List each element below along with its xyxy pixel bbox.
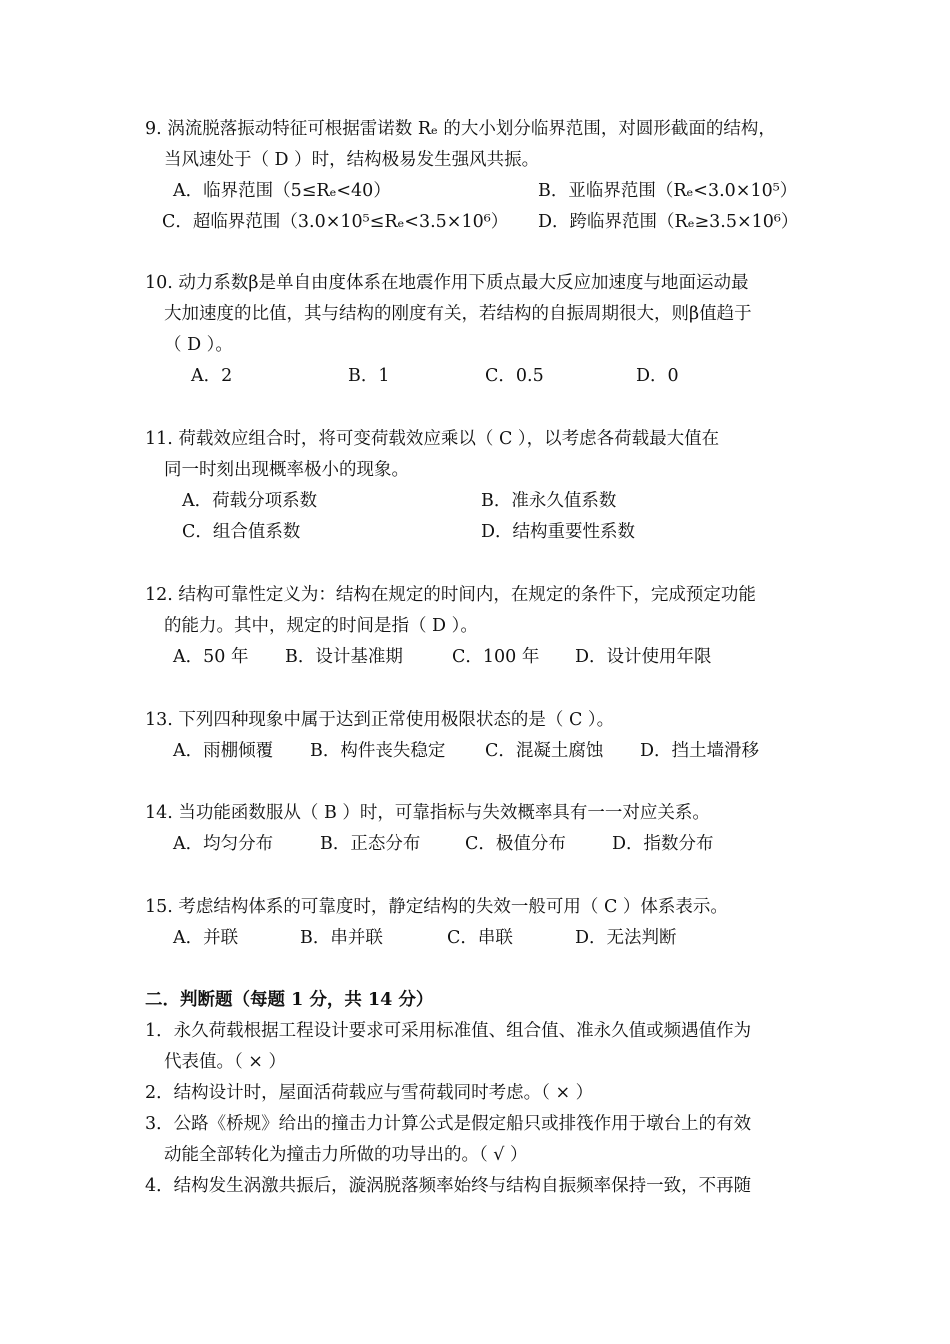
q11-options-row1 (145, 486, 825, 517)
q10-options (145, 361, 825, 392)
q13-option-d: D．挡土墙滑移 (640, 741, 760, 761)
q9-line2: 当风速处于（ D ）时，结构极易发生强风共振。 (164, 150, 540, 170)
q15-line1: 15. 考虑结构体系的可靠度时，静定结构的失效一般可用（ C ）体系表示。 (145, 897, 728, 917)
question-14 (145, 798, 825, 860)
q12-options (145, 642, 825, 673)
question-10 (145, 268, 825, 392)
judge-4-line1: 4．结构发生涡激共振后，漩涡脱落频率始终与结构自振频率保持一致，不再随 (145, 1176, 752, 1196)
q9-option-a: A．临界范围（5≤Rₑ<40） (173, 181, 391, 201)
q13-line1: 13. 下列四种现象中属于达到正常使用极限状态的是（ C ）。 (145, 710, 615, 730)
section-heading: 二．判断题（每题 1 分，共 14 分） (145, 990, 434, 1010)
q10-line2: 大加速度的比值，其与结构的刚度有关，若结构的自振周期很大，则β值趋于 (164, 304, 752, 324)
q11-option-d: D．结构重要性系数 (481, 522, 636, 542)
q11-options-row2 (145, 517, 825, 548)
q9-options-row2 (145, 207, 825, 238)
q12-line1: 12. 结构可靠性定义为：结构在规定的时间内，在规定的条件下，完成预定功能 (145, 585, 756, 605)
q12-option-c: C．100 年 (452, 647, 540, 667)
q14-option-a: A．均匀分布 (173, 834, 274, 854)
q10-line1: 10. 动力系数β是单自由度体系在地震作用下质点最大反应加速度与地面运动最 (145, 273, 749, 293)
question-15 (145, 892, 825, 954)
q11-line2: 同一时刻出现概率极小的现象。 (164, 460, 409, 480)
question-12 (145, 580, 825, 673)
q14-option-c: C．极值分布 (465, 834, 566, 854)
q14-option-b: B．正态分布 (320, 834, 421, 854)
q11-option-b: B．准永久值系数 (481, 491, 617, 511)
q9-line1: 9. 涡流脱落振动特征可根据雷诺数 Rₑ 的大小划分临界范围，对圆形截面的结构， (145, 119, 776, 139)
q10-option-a: A．2 (191, 366, 233, 386)
q15-option-d: D．无法判断 (575, 928, 677, 948)
q12-option-a: A．50 年 (173, 647, 249, 667)
q10-option-c: C．0.5 (485, 366, 544, 386)
q10-line3: （ D ）。 (164, 335, 233, 355)
q13-option-a: A．雨棚倾覆 (173, 741, 274, 761)
question-9 (145, 114, 825, 238)
q9-option-d: D．跨临界范围（Rₑ≥3.5×10⁶） (538, 212, 799, 232)
q10-option-b: B．1 (348, 366, 390, 386)
q12-line2: 的能力。其中，规定的时间是指（ D ）。 (164, 616, 478, 636)
question-11 (145, 424, 825, 548)
judge-2-line1: 2．结构设计时，屋面活荷载应与雪荷载同时考虑。（ × ） (145, 1083, 594, 1103)
q10-option-d: D．0 (636, 366, 679, 386)
q14-line1: 14. 当功能函数服从（ B ）时，可靠指标与失效概率具有一一对应关系。 (145, 803, 710, 823)
q12-option-b: B．设计基准期 (285, 647, 403, 667)
judge-1-line2: 代表值。（ × ） (164, 1052, 287, 1072)
q12-option-d: D．设计使用年限 (575, 647, 712, 667)
q11-line1: 11. 荷载效应组合时，将可变荷载效应乘以（ C ），以考虑各荷载最大值在 (145, 429, 720, 449)
q15-option-c: C．串联 (447, 928, 513, 948)
q9-option-b: B．亚临界范围（Rₑ<3.0×10⁵） (538, 181, 798, 201)
q11-option-a: A．荷载分项系数 (182, 491, 318, 511)
q15-option-a: A．并联 (173, 928, 239, 948)
q9-option-c: C．超临界范围（3.0×10⁵≤Rₑ<3.5×10⁶） (162, 212, 509, 232)
q13-options (145, 736, 825, 767)
q11-option-c: C．组合值系数 (182, 522, 301, 542)
section-true-false (145, 985, 825, 1202)
q9-options-row1 (145, 176, 825, 207)
q14-options (145, 829, 825, 860)
judge-3-line1: 3．公路《桥规》给出的撞击力计算公式是假定船只或排筏作用于墩台上的有效 (145, 1114, 752, 1134)
judge-3-line2: 动能全部转化为撞击力所做的功导出的。（ √ ） (164, 1145, 528, 1165)
q15-option-b: B．串并联 (300, 928, 383, 948)
q13-option-c: C．混凝土腐蚀 (485, 741, 604, 761)
q14-option-d: D．指数分布 (612, 834, 714, 854)
judge-1-line1: 1．永久荷载根据工程设计要求可采用标准值、组合值、准永久值或频遇值作为 (145, 1021, 752, 1041)
q15-options (145, 923, 825, 954)
q13-option-b: B．构件丧失稳定 (310, 741, 446, 761)
question-13 (145, 705, 825, 767)
